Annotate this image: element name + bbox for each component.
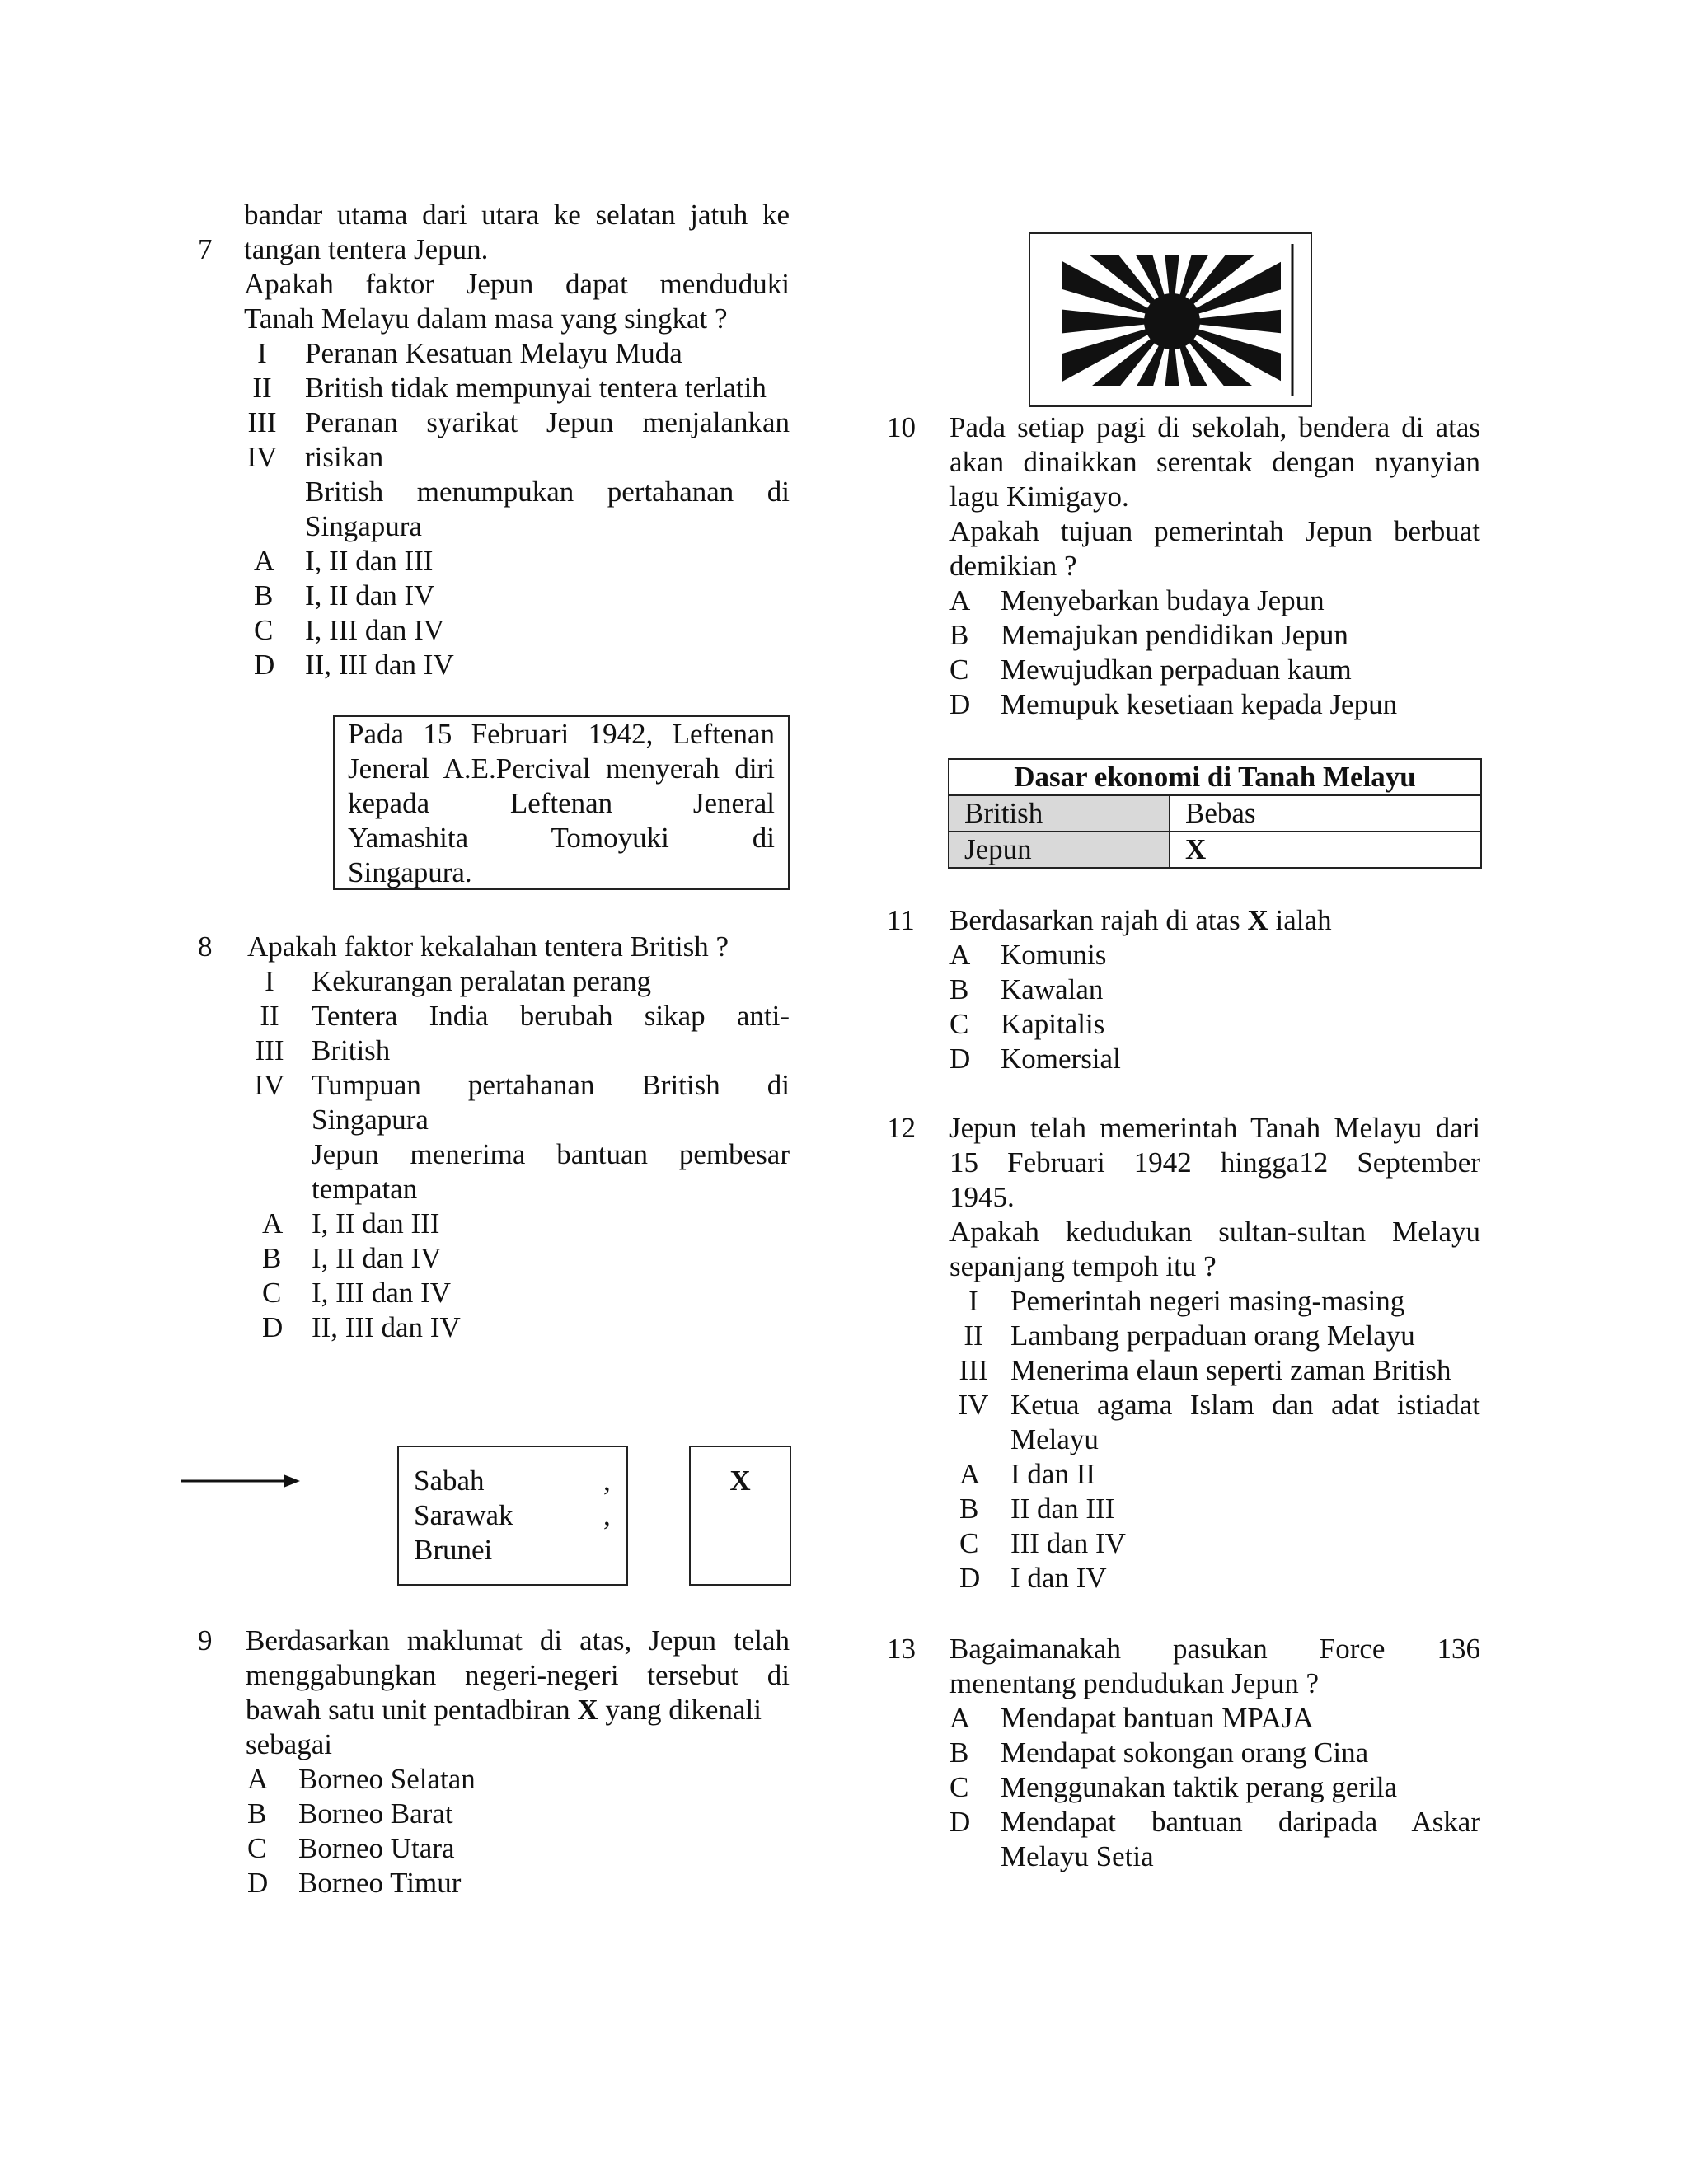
q10-stem-line-2: akan dinaikkan serentak dengan nyanyian	[950, 446, 1480, 478]
q10-option-d: Memupuk kesetiaan kepada Jepun	[1001, 688, 1398, 720]
q13-option-d: Mendapat bantuan daripada Askar	[1001, 1806, 1480, 1838]
q8-box-line-5: Singapura.	[348, 856, 472, 888]
q7-item-3-cont: risikan	[305, 441, 384, 473]
q7-option-d: II, III dan IV	[305, 649, 454, 681]
q11-option-b-letter: B	[950, 973, 969, 1005]
q13-option-a: Mendapat bantuan MPAJA	[1001, 1702, 1314, 1734]
q10-option-a: Menyebarkan budaya Jepun	[1001, 584, 1325, 616]
q10-stem-line-4: Apakah tujuan pemerintah Jepun berbuat	[950, 515, 1480, 547]
q7-roman-1: I	[257, 337, 267, 369]
q8-option-b-letter: B	[262, 1242, 282, 1274]
q10-option-d-letter: D	[950, 688, 971, 720]
q12-roman-1: I	[968, 1285, 978, 1317]
q13-option-d-cont: Melayu Setia	[1001, 1840, 1154, 1872]
q12-number: 12	[887, 1112, 916, 1144]
table-cell-jepun: Jepun	[949, 832, 1170, 868]
q9-option-d: Borneo Timur	[298, 1867, 462, 1899]
q8-item-4-cont: tempatan	[312, 1173, 418, 1205]
q12-stem-line-1: Jepun telah memerintah Tanah Melayu dari	[950, 1112, 1480, 1144]
q13-option-b: Mendapat sokongan orang Cina	[1001, 1736, 1369, 1769]
q13-option-b-letter: B	[950, 1736, 969, 1769]
q11-option-a: Komunis	[1001, 939, 1107, 971]
q8-item-3: Tumpuan pertahanan British di	[312, 1069, 790, 1101]
q13-option-d-letter: D	[950, 1806, 971, 1838]
q12-roman-4: IV	[958, 1389, 989, 1421]
q7-stem-line-4: Tanah Melayu dalam masa yang singkat ?	[244, 302, 728, 335]
state-sabah: Sabah	[414, 1465, 485, 1497]
q7-option-d-letter: D	[254, 649, 275, 681]
q12-option-d: I dan IV	[1010, 1562, 1107, 1594]
q11-option-c: Kapitalis	[1001, 1008, 1105, 1040]
q7-option-b-letter: B	[254, 579, 274, 612]
q7-roman-4: IV	[246, 441, 278, 473]
q8-option-d: II, III dan IV	[312, 1311, 461, 1343]
q9-option-c-letter: C	[247, 1832, 267, 1864]
state-sarawak-comma: ,	[603, 1499, 611, 1531]
q8-item-1: Kekurangan peralatan perang	[312, 965, 652, 997]
q11-option-d-letter: D	[950, 1043, 971, 1075]
q10-stem-line-1: Pada setiap pagi di sekolah, bendera di atas	[950, 411, 1480, 443]
q8-option-c-letter: C	[262, 1277, 282, 1309]
q10-option-b-letter: B	[950, 619, 969, 651]
q11-stem: Berdasarkan rajah di atas X ialah	[950, 904, 1332, 936]
table-header-row	[949, 759, 1481, 795]
arrow-right-icon	[181, 1472, 302, 1490]
q12-option-c-letter: C	[959, 1527, 979, 1559]
q8-roman-1: I	[265, 965, 274, 997]
q7-item-1: Peranan Kesatuan Melayu Muda	[305, 337, 682, 369]
q9-option-a-letter: A	[247, 1763, 269, 1795]
q10-stem-line-3: lagu Kimigayo.	[950, 480, 1129, 513]
q7-item-4-cont: Singapura	[305, 510, 422, 542]
sun-ray	[1030, 234, 1157, 316]
q9-option-a: Borneo Selatan	[298, 1763, 476, 1795]
x-label: X	[729, 1465, 751, 1497]
q12-option-d-letter: D	[959, 1562, 981, 1594]
q8-item-2-cont: British	[312, 1034, 391, 1066]
rising-sun-flag-icon	[1030, 234, 1311, 405]
q9-number: 9	[198, 1624, 213, 1657]
q7-stem-line-1: bandar utama dari utara ke selatan jatuh ke	[244, 199, 790, 231]
q12-roman-3: III	[959, 1354, 988, 1386]
q7-option-c-letter: C	[254, 614, 274, 646]
q8-item-2: Tentera India berubah sikap anti-	[312, 1000, 790, 1032]
q11-number: 11	[887, 904, 915, 936]
q12-item-2: Lambang perpaduan orang Melayu	[1010, 1319, 1415, 1352]
q9-option-d-letter: D	[247, 1867, 269, 1899]
q12-option-b: II dan III	[1010, 1493, 1115, 1525]
q11-option-d: Komersial	[1001, 1043, 1121, 1075]
q8-box-line-2: Jeneral A.E.Percival menyerah diri	[348, 752, 775, 785]
q7-number: 7	[198, 233, 213, 265]
table-cell-british: British	[949, 795, 1170, 832]
q13-number: 13	[887, 1633, 916, 1665]
q12-item-1: Pemerintah negeri masing-masing	[1010, 1285, 1405, 1317]
q9-stem-line-3: bawah satu unit pentadbiran X yang dikenali	[246, 1694, 762, 1726]
q7-stem-line-3: Apakah faktor Jepun dapat menduduki	[244, 268, 790, 300]
sun-ray	[1030, 234, 1161, 311]
q12-stem-line-4: Apakah kedudukan sultan-sultan Melayu	[950, 1216, 1480, 1248]
sun-ray	[1030, 332, 1161, 405]
q8-option-b: I, II dan IV	[312, 1242, 442, 1274]
q13-option-c-letter: C	[950, 1771, 969, 1803]
q12-item-3: Menerima elaun seperti zaman British	[1010, 1354, 1451, 1386]
table-row	[949, 795, 1481, 832]
q8-roman-4: IV	[254, 1069, 285, 1101]
q7-option-a-letter: A	[254, 545, 275, 577]
q10-option-b: Memajukan pendidikan Jepun	[1001, 619, 1348, 651]
q12-option-b-letter: B	[959, 1493, 979, 1525]
states-box	[397, 1446, 628, 1586]
q8-stem: Apakah faktor kekalahan tentera British ?	[247, 930, 729, 963]
q13-option-a-letter: A	[950, 1702, 971, 1734]
q8-info-box	[333, 715, 790, 890]
q12-item-4: Ketua agama Islam dan adat istiadat	[1010, 1389, 1480, 1421]
q8-roman-3: III	[255, 1034, 284, 1066]
q12-option-a-letter: A	[959, 1458, 981, 1490]
table-cell-x: X	[1170, 832, 1481, 868]
q13-option-c: Menggunakan taktik perang gerila	[1001, 1771, 1398, 1803]
q8-option-a-letter: A	[262, 1207, 284, 1240]
state-brunei: Brunei	[414, 1534, 493, 1566]
q7-stem-line-2: tangan tentera Jepun.	[244, 233, 489, 265]
q13-stem-line-2: menentang pendudukan Jepun ?	[950, 1667, 1320, 1699]
q7-option-c: I, III dan IV	[305, 614, 445, 646]
q10-number: 10	[887, 411, 916, 443]
table-cell-bebas: Bebas	[1170, 795, 1481, 832]
economic-policy-table	[948, 758, 1482, 869]
q9-stem-line-1: Berdasarkan maklumat di atas, Jepun telah	[246, 1624, 790, 1657]
q11-option-b: Kawalan	[1001, 973, 1104, 1005]
q7-item-3: Peranan syarikat Jepun menjalankan	[305, 406, 790, 438]
q13-stem-line-1: Bagaimanakah pasukan Force 136	[950, 1633, 1480, 1665]
q8-item-3-cont: Singapura	[312, 1104, 429, 1136]
q9-stem-line-4: sebagai	[246, 1728, 332, 1760]
q8-box-line-1: Pada 15 Februari 1942, Leftenan	[348, 718, 775, 750]
q8-roman-2: II	[260, 1000, 279, 1032]
q7-option-a: I, II dan III	[305, 545, 434, 577]
q7-option-b: I, II dan IV	[305, 579, 435, 612]
q8-option-a: I, II dan III	[312, 1207, 440, 1240]
q8-box-line-3: kepada Leftenan Jeneral	[348, 787, 775, 819]
q12-stem-line-2: 15 Februari 1942 hingga12 September	[950, 1146, 1480, 1179]
rising-sun-flag-frame	[1029, 232, 1312, 407]
sun-ray	[1030, 326, 1157, 405]
q12-stem-line-3: 1945.	[950, 1181, 1015, 1213]
sun-disc	[1144, 293, 1200, 349]
q8-option-c: I, III dan IV	[312, 1277, 452, 1309]
q9-option-b-letter: B	[247, 1797, 267, 1830]
table-row	[949, 832, 1481, 868]
state-sarawak: Sarawak	[414, 1499, 513, 1531]
q7-item-2: British tidak mempunyai tentera terlatih	[305, 372, 767, 404]
table-header: Dasar ekonomi di Tanah Melayu	[949, 759, 1481, 795]
q9-option-c: Borneo Utara	[298, 1832, 455, 1864]
state-sabah-comma: ,	[603, 1465, 611, 1497]
q12-option-c: III dan IV	[1010, 1527, 1126, 1559]
q7-item-4: British menumpukan pertahanan di	[305, 476, 790, 508]
q9-stem-line-2: menggabungkan negeri-negeri tersebut di	[246, 1659, 790, 1691]
q11-option-a-letter: A	[950, 939, 971, 971]
q11-option-c-letter: C	[950, 1008, 969, 1040]
q8-number: 8	[198, 930, 213, 963]
q10-option-c: Mewujudkan perpaduan kaum	[1001, 654, 1352, 686]
q8-box-line-4: Yamashita Tomoyuki di	[348, 822, 775, 854]
q7-roman-2: II	[252, 372, 272, 404]
q12-roman-2: II	[964, 1319, 983, 1352]
q8-option-d-letter: D	[262, 1311, 284, 1343]
q10-stem-line-5: demikian ?	[950, 550, 1077, 582]
x-box	[689, 1446, 791, 1586]
q12-item-4-cont: Melayu	[1010, 1423, 1099, 1455]
q8-item-4: Jepun menerima bantuan pembesar	[312, 1138, 790, 1170]
q12-option-a: I dan II	[1010, 1458, 1096, 1490]
q12-stem-line-5: sepanjang tempoh itu ?	[950, 1250, 1217, 1282]
q7-roman-3: III	[247, 406, 277, 438]
q10-option-c-letter: C	[950, 654, 969, 686]
q9-option-b: Borneo Barat	[298, 1797, 453, 1830]
q10-option-a-letter: A	[950, 584, 971, 616]
